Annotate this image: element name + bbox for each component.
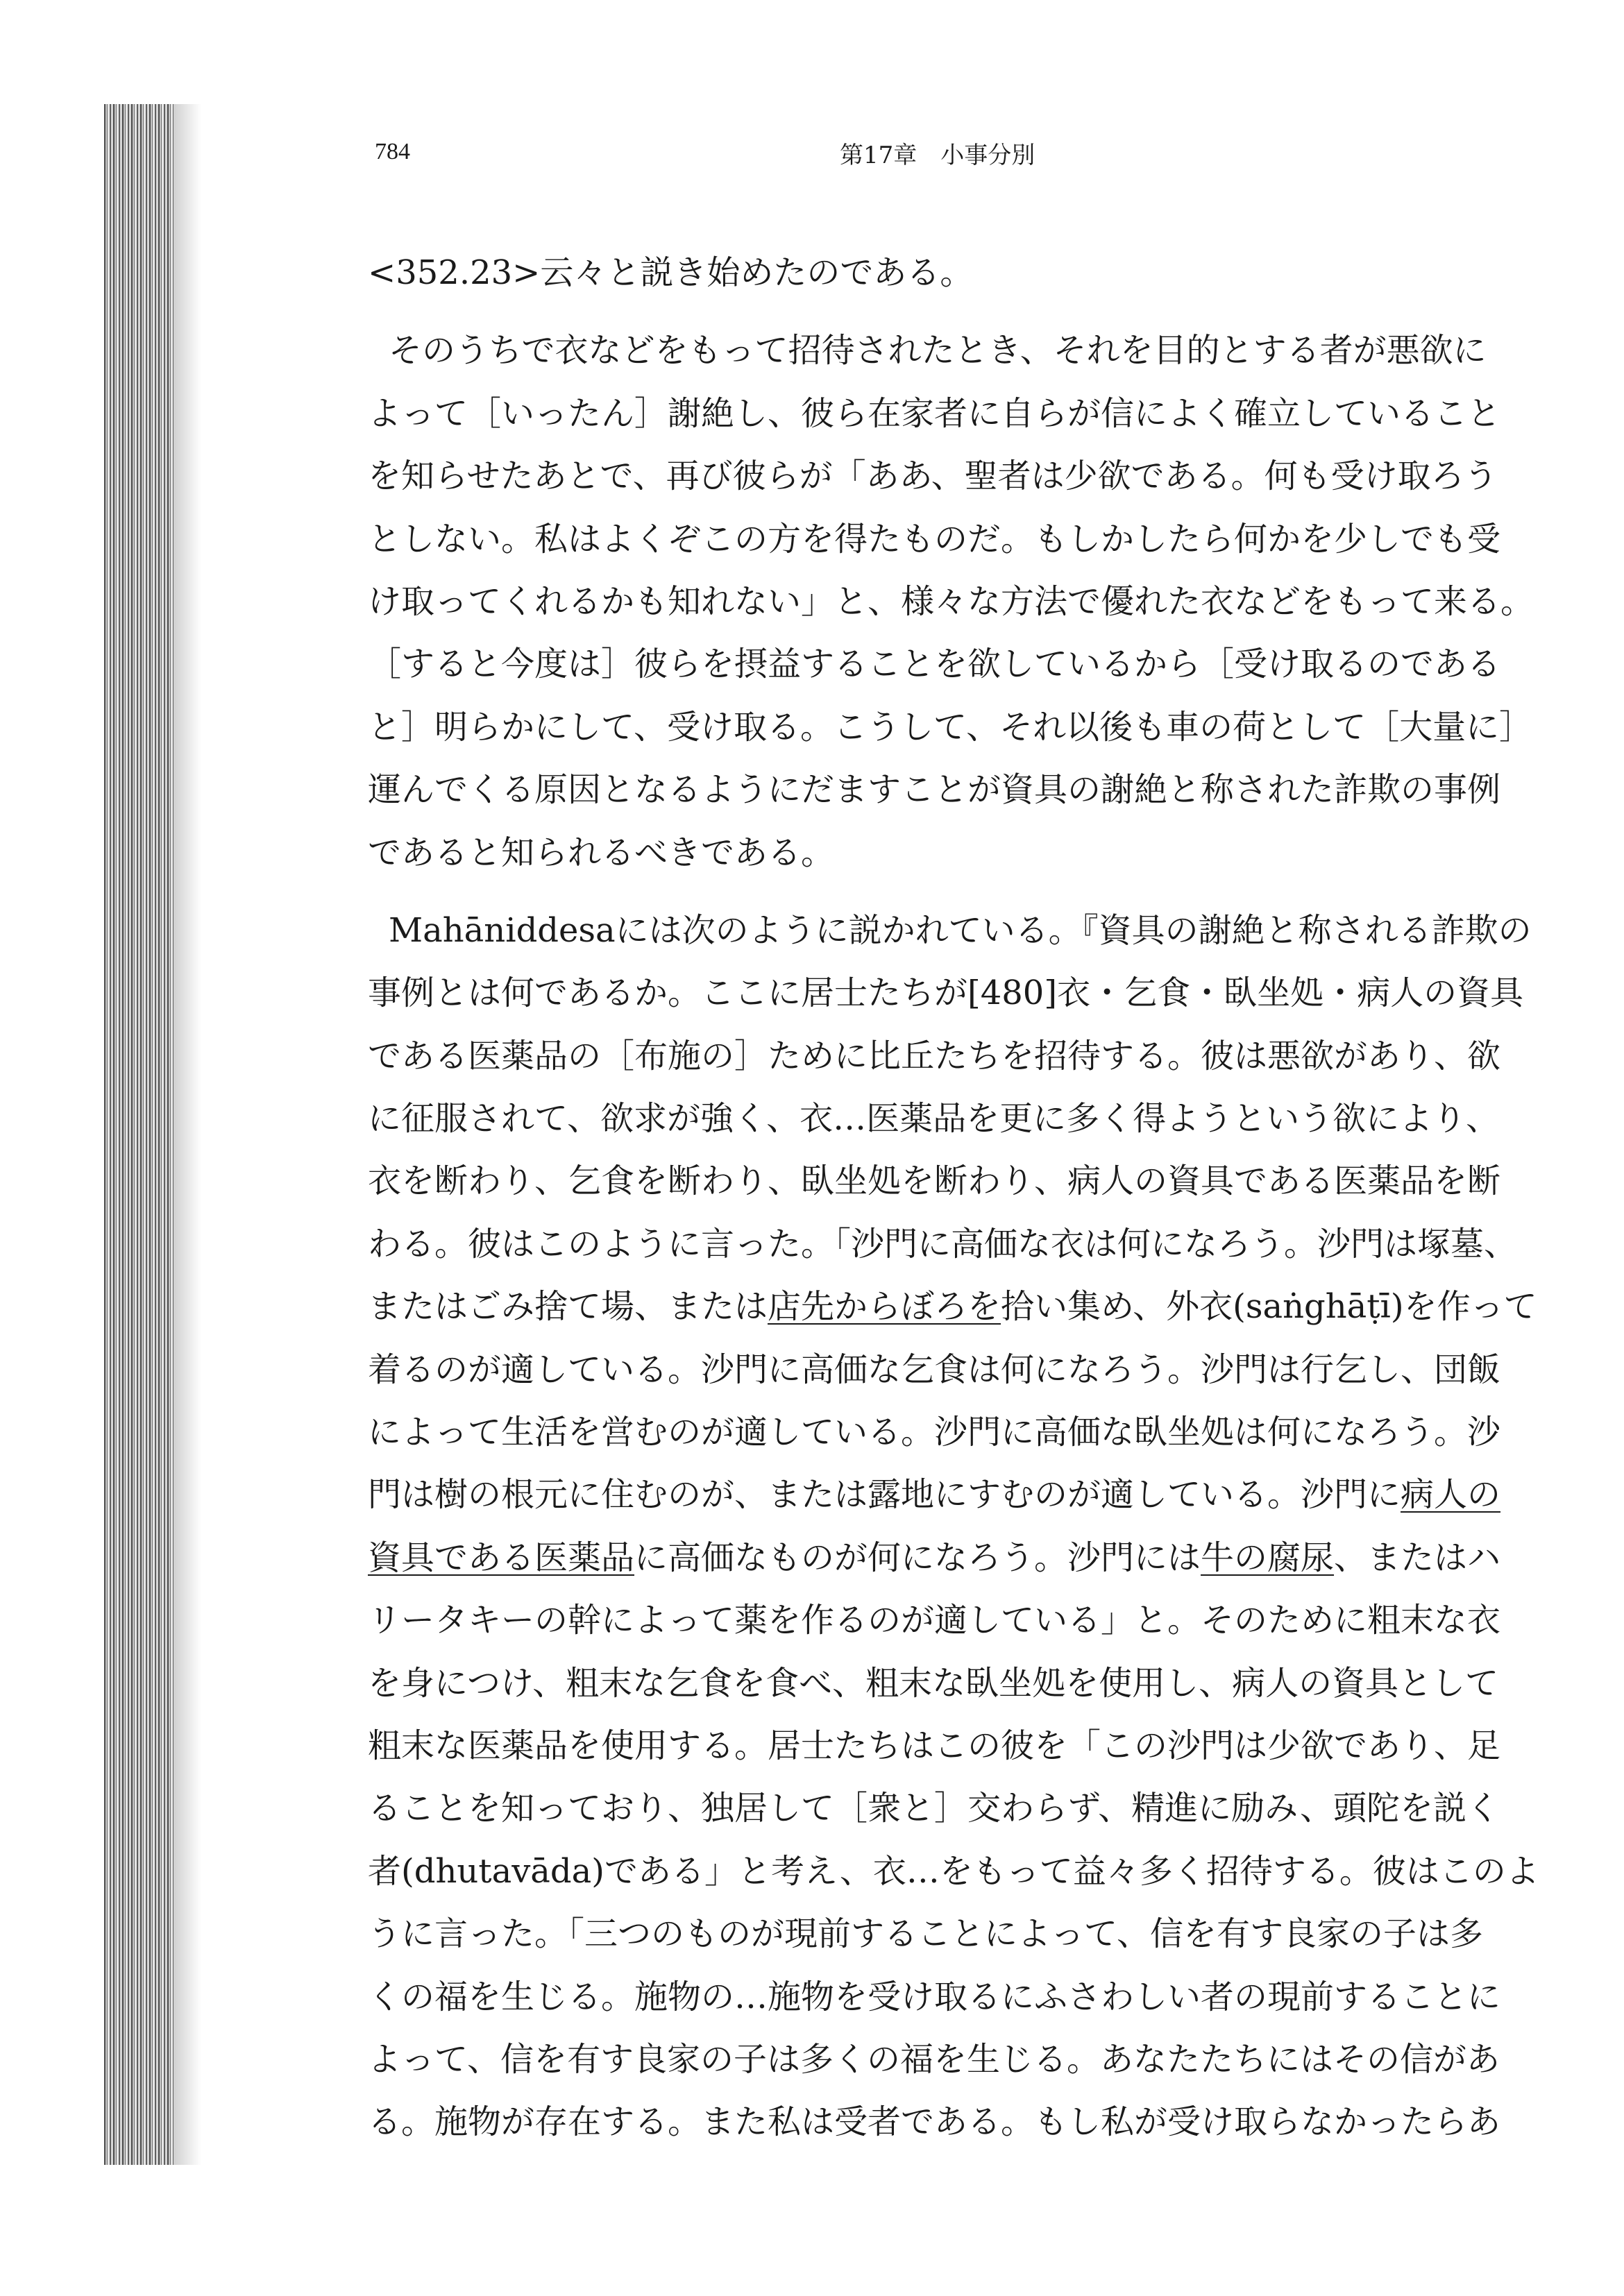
text-segment: としない。私はよくぞこの方を得たものだ。もしかしたら何かを少しでも受: [368, 519, 1501, 559]
text-segment: 運んでくる原因となるようにだますことが資具の謝絶と称された詐欺の事例: [368, 770, 1501, 810]
text-segment: る。施物が存在する。また私は受者である。もし私が受け取らなかったらあ: [368, 2102, 1501, 2142]
text-segment: を身につけ、粗末な乞食を食べ、粗末な臥坐処を使用し、病人の資具として: [368, 1663, 1499, 1703]
text-segment: と］明らかにして、受け取る。こうして、それ以後も車の荷として［大量に］: [368, 707, 1533, 747]
text-line: [368, 319, 1562, 382]
text-segment: 、またはハ: [1334, 1538, 1501, 1577]
text-segment: Mahāniddesaには次のように説かれている。『資具の謝絶と称される詐欺の: [389, 910, 1532, 950]
text-line: [368, 822, 1562, 884]
text-line: [368, 1840, 1562, 1903]
text-segment: 粗末な医薬品を使用する。居士たちはこの彼を「この沙門は少欲であり、足: [368, 1726, 1501, 1765]
text-line: [368, 1087, 1562, 1150]
text-segment: 者(dhutavāda)である」と考え、衣…をもって益々多く招待する。彼はこのよ: [368, 1851, 1539, 1891]
text-line: [368, 633, 1562, 695]
text-line: [368, 1966, 1562, 2028]
binding-fade: [174, 104, 201, 2165]
text-segment: 着るのが適している。沙門に高価な乞食は何になろう。沙門は行乞し、団飯: [368, 1350, 1501, 1389]
text-line: [368, 1150, 1562, 1212]
text-segment: わる。彼はこのように言った。「沙門に高価な衣は何になろう。沙門は塚墓、: [368, 1224, 1518, 1264]
underlined-phrase: 病人の: [1401, 1475, 1501, 1515]
text-line: [368, 1527, 1562, 1589]
text-line: [368, 1463, 1562, 1526]
text-line: [368, 1903, 1562, 1965]
text-segment: リータキーの幹によって薬を作るのが適している」と。そのために粗末な衣: [368, 1601, 1501, 1640]
text-line: [368, 1715, 1562, 1777]
text-line: [368, 1275, 1562, 1338]
text-segment: くの福を生じる。施物の…施物を受け取るにふさわしい者の現前することに: [368, 1977, 1501, 2016]
text-line: [368, 1777, 1562, 1839]
text-line: [368, 508, 1562, 570]
text-line: [368, 2091, 1562, 2153]
text-line: [368, 962, 1562, 1024]
text-segment: そのうちで衣などをもって招待されたとき、それを目的とする者が悪欲に: [389, 331, 1487, 371]
text-segment: <352.23>云々と説き始めたのである。: [368, 253, 974, 292]
text-line: [368, 2028, 1562, 2091]
text-line: [368, 1589, 1562, 1651]
text-line: [368, 570, 1562, 633]
text-segment: である医薬品の［布施の］ために比丘たちを招待する。彼は悪欲があり、欲: [368, 1036, 1501, 1075]
text-line: [368, 899, 1562, 962]
binding-edge-shadow: [104, 104, 174, 2165]
page-number: 784: [375, 139, 410, 164]
text-segment: に征服されて、欲求が強く、衣…医薬品を更に多く得ようという欲により、: [368, 1099, 1500, 1139]
text-segment: よって［いったん］謝絶し、彼ら在家者に自らが信によく確立していること: [368, 393, 1501, 433]
text-line: [368, 696, 1562, 758]
underlined-phrase: 店先からぼろを: [768, 1287, 1001, 1327]
text-line: [368, 1025, 1562, 1087]
text-line: [368, 1213, 1562, 1275]
text-segment: に高価なものが何になろう。沙門には: [634, 1538, 1201, 1577]
text-segment: 拾い集め、外衣(saṅghāṭī)を作って: [1001, 1287, 1537, 1327]
text-line: [368, 382, 1562, 445]
text-segment: ることを知っており、独居して［衆と］交わらず、精進に励み、頭陀を説く: [368, 1789, 1500, 1828]
text-segment: 事例とは何であるか。ここに居士たちが[480]衣・乞食・臥坐処・病人の資具: [368, 973, 1524, 1013]
text-segment: を知らせたあとで、再び彼らが「ああ、聖者は少欲である。何も受け取ろう: [368, 457, 1498, 496]
text-line: [368, 1652, 1562, 1715]
text-segment: またはごみ捨て場、または: [368, 1287, 768, 1327]
underlined-phrase: 資具である医薬品: [368, 1538, 635, 1577]
text-segment: ［すると今度は］彼らを摂益することを欲しているから［受け取るのである: [368, 645, 1501, 684]
text-segment: うに言った。「三つのものが現前することによって、信を有す良家の子は多: [368, 1914, 1484, 1954]
text-segment: 衣を断わり、乞食を断わり、臥坐処を断わり、病人の資具である医薬品を断: [368, 1162, 1501, 1201]
text-line: [368, 241, 1562, 304]
text-line: [368, 445, 1562, 507]
underlined-phrase: 牛の腐尿: [1201, 1538, 1335, 1577]
text-segment: によって生活を営むのが適している。沙門に高価な臥坐処は何になろう。沙: [368, 1413, 1501, 1452]
text-line: [368, 1338, 1562, 1401]
text-segment: け取ってくれるかも知れない」と、様々な方法で優れた衣などをもって来る。: [368, 581, 1534, 621]
running-header: 第17章 小事分別: [840, 142, 1035, 169]
text-segment: であると知られるべきである。: [368, 833, 835, 872]
text-line: [368, 1401, 1562, 1463]
text-segment: よって、信を有す良家の子は多くの福を生じる。あなたたちにはその信があ: [368, 2039, 1500, 2079]
body-text: [368, 241, 1562, 2154]
text-segment: 門は樹の根元に住むのが、または露地にすむのが適している。沙門に: [368, 1475, 1401, 1515]
text-line: [368, 758, 1562, 821]
